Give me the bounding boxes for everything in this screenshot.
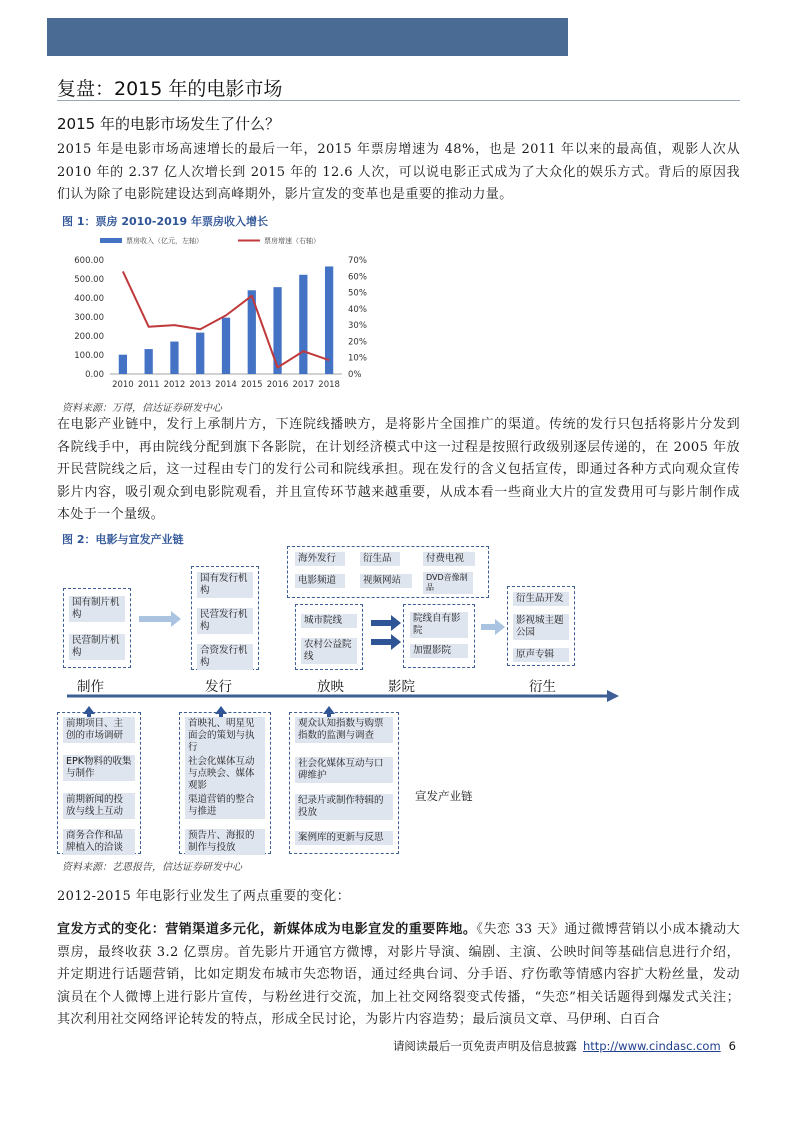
right-axis-tick-label: 30% bbox=[348, 321, 367, 332]
page-number: 6 bbox=[728, 1039, 736, 1053]
box-office-chart bbox=[62, 228, 382, 398]
left-axis-tick-label: 300.00 bbox=[74, 313, 104, 323]
derivative-item: 影视城主题公园 bbox=[513, 614, 569, 640]
x-axis-tick-label: 2015 bbox=[240, 380, 263, 390]
x-axis-tick-label: 2018 bbox=[318, 380, 340, 390]
derivative-item: 原声专辑 bbox=[513, 648, 569, 662]
bar-box-office bbox=[145, 349, 153, 374]
left-axis-tick-label: 400.00 bbox=[74, 294, 104, 304]
right-axis-tick-label: 40% bbox=[348, 304, 367, 315]
figure-2-source: 资料来源：艺恩报告，信达证券研发中心 bbox=[62, 862, 242, 873]
paragraph-body: 《失恋 33 天》通过微博营销以小成本撬动大票房，最终收获 3.2 亿票房。首先影片开通官方微博，对影片导演、编剧、主演、公映时间等基础信息进行介绍，并定期进行话题营销，比如定期发布城市失恋物语，通过经典台词、分手语、疗伤歌等情感内容扩大粉丝量，发动演员在个人微博上进行影片宣传，与粉丝进行交流，加上社交网络裂变式传播，“失恋”相关话题得到爆发式关注；其次利用社交网络评论转发的特点，形成全民讨论，为影片内容造势；最后演员文章、马伊琍、白百合 bbox=[57, 922, 740, 1027]
left-axis-tick-label: 200.00 bbox=[74, 332, 104, 342]
production-item: 民营制片机构 bbox=[69, 634, 125, 660]
stage-production: 制作 bbox=[77, 679, 104, 695]
promo-item: 社会化媒体互动与点映会、媒体观影 bbox=[185, 755, 265, 793]
left-axis-tick-label: 600.00 bbox=[74, 256, 104, 266]
right-axis-tick-label: 20% bbox=[348, 337, 367, 348]
promo-item: 观众认知指数与购票指数的监测与调查 bbox=[295, 717, 393, 743]
promo-chain-label: 宣发产业链 bbox=[415, 789, 473, 803]
stage-distribution: 发行 bbox=[205, 679, 232, 695]
x-axis-tick-label: 2013 bbox=[189, 380, 212, 390]
x-axis-tick-label: 2017 bbox=[292, 380, 315, 390]
left-axis-tick-label: 500.00 bbox=[74, 275, 104, 285]
bar-box-office bbox=[196, 333, 204, 374]
screening-item: 城市院线 bbox=[301, 614, 357, 628]
promo-item: 商务合作和品牌植入的洽谈 bbox=[63, 829, 135, 855]
header-banner bbox=[47, 18, 568, 56]
derivative-item: 衍生品开发 bbox=[513, 592, 569, 606]
page-title: 复盘：2015 年的电影市场 bbox=[57, 78, 283, 100]
right-axis-tick-label: 60% bbox=[348, 272, 367, 283]
promo-item: 案例库的更新与反思 bbox=[295, 831, 393, 845]
arrow-screening-cinema-2 bbox=[371, 634, 401, 650]
legend-label-line: 票房增速（右轴） bbox=[264, 237, 320, 245]
timeline-arrowhead bbox=[607, 690, 619, 702]
paragraph-intro: 2015 年是电影市场高速增长的最后一年，2015 年票房增速为 48%，也是 2011 年以来的最高值，观影人次从 2010 年的 2.37 亿人次增长到 2015 年的 12.6 人次，可以说电影正式成为了大众化的娱乐方式。背后的原因我们认为除了电影院建设达到高峰期外，影片宣发的变革也是重要的推动力量。 bbox=[57, 142, 740, 202]
x-axis-tick-label: 2016 bbox=[266, 380, 289, 390]
right-axis-tick-label: 70% bbox=[348, 256, 367, 266]
bar-box-office bbox=[222, 318, 230, 374]
paragraph-industry-chain: 在电影产业链中，发行上承制片方，下连院线播映方，是将影片全国推广的渠道。传统的发行只包括将影片分发到各院线手中，再由院线分配到旗下各影院，在计划经济模式中这一过程是按照行政级别逐层传递的，在 2005 年放开民营院线之后，这一过程由专门的发行公司和院线承担。现在发行的含义包括宣传，即通过各种方式向观众宣传影片内容，吸引观众到电影院观看，并且宣传环节越来越重要，从成本看一些商业大片的宣发费用可与影片制作成本处于一个量级。 bbox=[57, 417, 740, 522]
right-axis-tick-label: 50% bbox=[348, 288, 367, 299]
right-axis-tick-label: 10% bbox=[348, 353, 367, 364]
stage-cinema: 影院 bbox=[388, 679, 415, 695]
page-footer bbox=[393, 1038, 736, 1054]
x-axis-tick-label: 2011 bbox=[137, 380, 160, 390]
bar-box-office bbox=[170, 342, 178, 374]
bar-box-office bbox=[299, 275, 307, 374]
x-axis-tick-label: 2012 bbox=[163, 380, 186, 390]
production-item: 国有制片机构 bbox=[69, 596, 125, 622]
paragraph-lead: 宣发方式的变化：营销渠道多元化，新媒体成为电影宣发的重要阵地。 bbox=[57, 922, 477, 937]
right-axis-tick-label: 0% bbox=[348, 370, 362, 380]
channel-item: 电影频道 bbox=[295, 574, 345, 588]
promo-item: 社会化媒体互动与口碑维护 bbox=[295, 757, 393, 783]
cinema-item: 院线自有影院 bbox=[410, 612, 468, 638]
website-link[interactable]: http://www.cindasc.com bbox=[582, 1039, 721, 1053]
arrow-production-distribution bbox=[139, 611, 181, 627]
paragraph-changes-intro: 2012-2015 年电影行业发生了两点重要的变化： bbox=[57, 889, 351, 904]
title-divider bbox=[57, 100, 740, 101]
figure-1-caption: 图 1：票房 2010-2019 年票房收入增长 bbox=[62, 215, 268, 228]
x-axis-tick-label: 2014 bbox=[215, 380, 237, 390]
promo-item: 纪录片或制作特辑的投放 bbox=[295, 794, 393, 820]
cinema-item: 加盟影院 bbox=[410, 644, 468, 658]
x-axis-tick-label: 2010 bbox=[112, 380, 134, 390]
stage-derivatives: 衍生 bbox=[529, 679, 556, 695]
channel-item: DVD音像制品 bbox=[423, 572, 473, 594]
distribution-item: 民营发行机构 bbox=[197, 608, 253, 634]
industry-chain-diagram bbox=[55, 544, 625, 854]
arrow-cinema-derivatives bbox=[481, 619, 505, 635]
legend-label-bar: 票房收入（亿元，左轴） bbox=[126, 237, 203, 245]
paragraph-promotion-change bbox=[57, 919, 740, 1032]
channel-item: 视频网站 bbox=[360, 574, 412, 588]
bar-box-office bbox=[325, 266, 333, 374]
left-axis-tick-label: 0.00 bbox=[85, 370, 104, 380]
promo-item: 前期新闻的投放与线上互动 bbox=[63, 793, 135, 819]
bar-box-office bbox=[119, 355, 127, 374]
figure-2-caption: 图 2：电影与宣发产业链 bbox=[62, 533, 184, 546]
left-axis-tick-label: 100.00 bbox=[74, 351, 104, 361]
section-heading: 2015 年的电影市场发生了什么？ bbox=[57, 115, 280, 133]
promo-item: EPK物料的收集与制作 bbox=[63, 755, 135, 781]
channel-item: 海外发行 bbox=[295, 552, 345, 566]
legend-swatch-bar bbox=[100, 238, 122, 243]
promo-item: 渠道营销的整合与推进 bbox=[185, 793, 265, 819]
disclaimer-notice: 请阅读最后一页免责声明及信息披露 bbox=[392, 1039, 577, 1053]
screening-item: 农村公益院线 bbox=[301, 638, 357, 664]
stage-screening: 放映 bbox=[317, 679, 344, 695]
channel-item: 付费电视 bbox=[423, 552, 475, 566]
box-office-chart-svg bbox=[62, 228, 382, 398]
distribution-item: 合资发行机构 bbox=[197, 644, 253, 670]
promo-item: 预告片、海报的制作与投放 bbox=[185, 829, 265, 855]
figure-1-source: 资料来源：万得，信达证券研发中心 bbox=[62, 403, 222, 414]
distribution-item: 国有发行机构 bbox=[197, 572, 253, 598]
promo-item: 前期项目、主创的市场调研 bbox=[63, 717, 135, 743]
arrow-screening-cinema bbox=[371, 615, 401, 631]
promo-item: 首映礼、明星见面会的策划与执行 bbox=[185, 717, 265, 755]
channel-item: 衍生品 bbox=[360, 552, 400, 566]
